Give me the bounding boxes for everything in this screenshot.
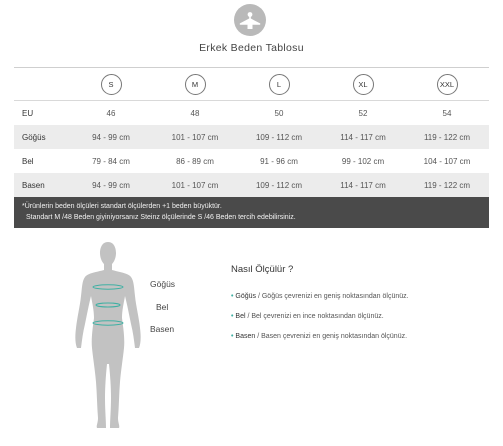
table-row-gogus: [14, 125, 489, 149]
bullet-icon: •: [231, 313, 234, 320]
table-cell: 91 - 96 cm: [260, 156, 298, 166]
size-note: [14, 197, 489, 228]
table-cell: 114 - 117 cm: [340, 132, 386, 142]
table-cell: 114 - 117 cm: [340, 180, 386, 190]
how-item-basen: • Basen / Basen çevrenizi en geniş noktasından ölçünüz.: [231, 333, 408, 340]
table-cell: 104 - 107 cm: [423, 156, 471, 166]
bullet-icon: •: [231, 333, 234, 340]
table-cell: 94 - 99 cm: [92, 180, 130, 190]
table-cell: 119 - 122 cm: [423, 132, 471, 142]
size-note-line-2: Standart M /48 Beden giyiniyorsanız Steinz ölçülerinde S /46 Beden tercih edebilirsiniz.: [26, 213, 296, 221]
table-cell: 86 - 89 cm: [176, 156, 214, 166]
table-row-basen: [14, 173, 489, 197]
figure-label-gogus: Göğüs: [150, 279, 176, 289]
page-title: Erkek Beden Tablosu: [199, 42, 304, 54]
row-label: Bel: [22, 156, 34, 166]
table-row-bel: [14, 149, 489, 173]
table-cell: 46: [106, 108, 116, 118]
row-label: Basen: [22, 180, 45, 190]
size-badge-l: L: [269, 74, 290, 95]
bullet-icon: •: [231, 293, 234, 300]
size-table: [14, 67, 489, 197]
table-cell: 119 - 122 cm: [423, 180, 471, 190]
table-cell: 79 - 84 cm: [92, 156, 130, 166]
table-cell: 94 - 99 cm: [92, 132, 130, 142]
size-badge-xxl: XXL: [437, 74, 458, 95]
size-badge-xl: XL: [353, 74, 374, 95]
size-note-line-1: *Ürünlerin beden ölçüleri standart ölçülerden +1 beden büyüktür.: [22, 203, 222, 210]
row-label: Göğüs: [22, 132, 46, 142]
figure-label-bel: Bel: [156, 302, 169, 312]
hanger-icon: [234, 4, 266, 36]
table-cell: 101 - 107 cm: [171, 180, 219, 190]
row-label: EU: [22, 108, 34, 118]
figure-label-basen: Basen: [150, 324, 175, 334]
table-row-eu: [14, 100, 489, 125]
table-cell: 101 - 107 cm: [171, 132, 219, 142]
how-item-gogus: • Göğüs / Göğüs çevrenizi en geniş noktasından ölçünüz.: [231, 293, 409, 300]
table-cell: 99 - 102 cm: [341, 156, 385, 166]
table-cell: 50: [274, 108, 284, 118]
how-to-measure-title: Nasıl Ölçülür ?: [231, 264, 294, 275]
table-cell: 109 - 112 cm: [255, 180, 303, 190]
table-cell: 52: [358, 108, 368, 118]
table-cell: 109 - 112 cm: [255, 132, 303, 142]
size-badge-s: S: [101, 74, 122, 95]
body-figure-icon: [73, 240, 143, 430]
table-cell: 48: [190, 108, 200, 118]
table-cell: 54: [442, 108, 452, 118]
how-item-bel: • Bel / Bel çevrenizi en ince noktasından ölçünüz.: [231, 313, 384, 320]
size-header-row: [14, 68, 489, 100]
size-badge-m: M: [185, 74, 206, 95]
